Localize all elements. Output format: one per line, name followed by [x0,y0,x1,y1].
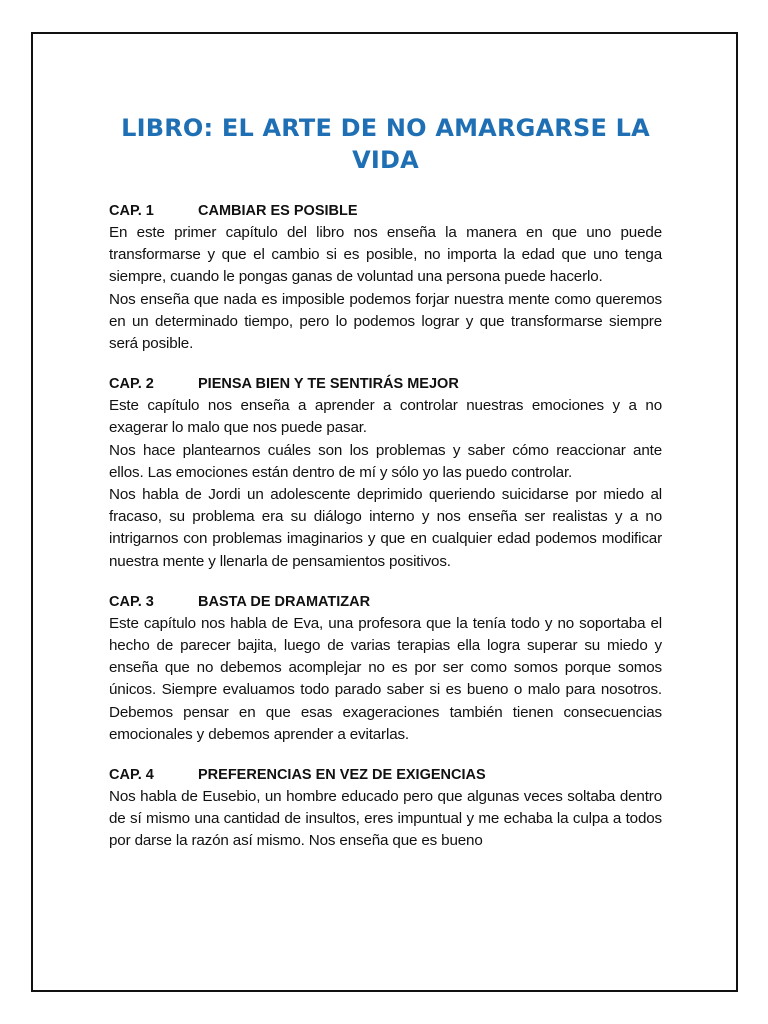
chapter-title: BASTA DE DRAMATIZAR [198,593,371,610]
chapter-number: CAP. 3 [109,593,154,610]
chapter-paragraph: En este primer capítulo del libro nos enseña la manera en que uno puede transformarse y que el cambio si es posible, no importa la edad que uno tenga siempre, cuando le pongas ganas de voluntad una persona puede hacerlo. [109,224,662,286]
chapter-title: CAMBIAR ES POSIBLE [198,203,358,219]
chapter-section [109,200,662,355]
chapter-paragraph: Este capítulo nos habla de Eva, una profesora que la tenía todo y no soportaba el hecho de parecer bajita, luego de varias terapias ella logra superar su miedo y enseña que no debemos acomplejar no es por ser como somos porque somos únicos. Siempre evaluamos todo parado saber si es bueno o malo para nosotros. Debemos pensar en que esas exageraciones también tienen consecuencias emocionales y debemos aprender a evitarlas. [109,614,662,743]
chapter-section [109,373,662,573]
document-content [109,112,662,853]
chapter-paragraph: Este capítulo nos enseña a aprender a controlar nuestras emociones y a no exagerar lo malo que nos puede pasar. [109,397,662,437]
chapter-number: CAP. 4 [109,767,154,784]
chapter-paragraph: Nos enseña que nada es imposible podemos forjar nuestra mente como queremos en un determinado tiempo, pero lo podemos lograr y que transformarse siempre será posible. [109,290,662,353]
chapter-heading [109,591,662,613]
chapter-heading [109,764,662,786]
chapter-heading [109,200,662,222]
chapter-paragraph: Nos habla de Eusebio, un hombre educado pero que algunas veces soltaba dentro de sí mismo una cantidad de insultos, eres impuntual y me echaba la culpa a todos por darse la razón así mismo. Nos enseña que es bueno [109,788,662,850]
chapter-title: PREFERENCIAS EN VEZ DE EXIGENCIAS [198,767,486,784]
chapter-title: PIENSA BIEN Y TE SENTIRÁS MEJOR [198,376,459,393]
chapter-number: CAP. 2 [109,376,154,393]
chapter-number: CAP. 1 [109,203,154,219]
chapter-section [109,591,662,746]
chapter-paragraph: Nos hace plantearnos cuáles son los problemas y saber cómo reaccionar ante ellos. Las emociones están dentro de mí y sólo yo las puedo controlar. [109,441,662,481]
document-page [31,32,738,992]
chapter-paragraph: Nos habla de Jordi un adolescente deprimido queriendo suicidarse por miedo al fracaso, su problema era su diálogo interno y nos enseña ser realistas y a no intrigarnos con problemas imaginarios y que en cualquier edad podemos modificar nuestra mente y llenarla de pensamientos positivos. [109,486,662,570]
chapter-section [109,764,662,853]
chapter-heading [109,373,662,395]
document-title: LIBRO: EL ARTE DE NO AMARGARSE LA VIDA [121,114,650,174]
title-block [109,112,662,176]
